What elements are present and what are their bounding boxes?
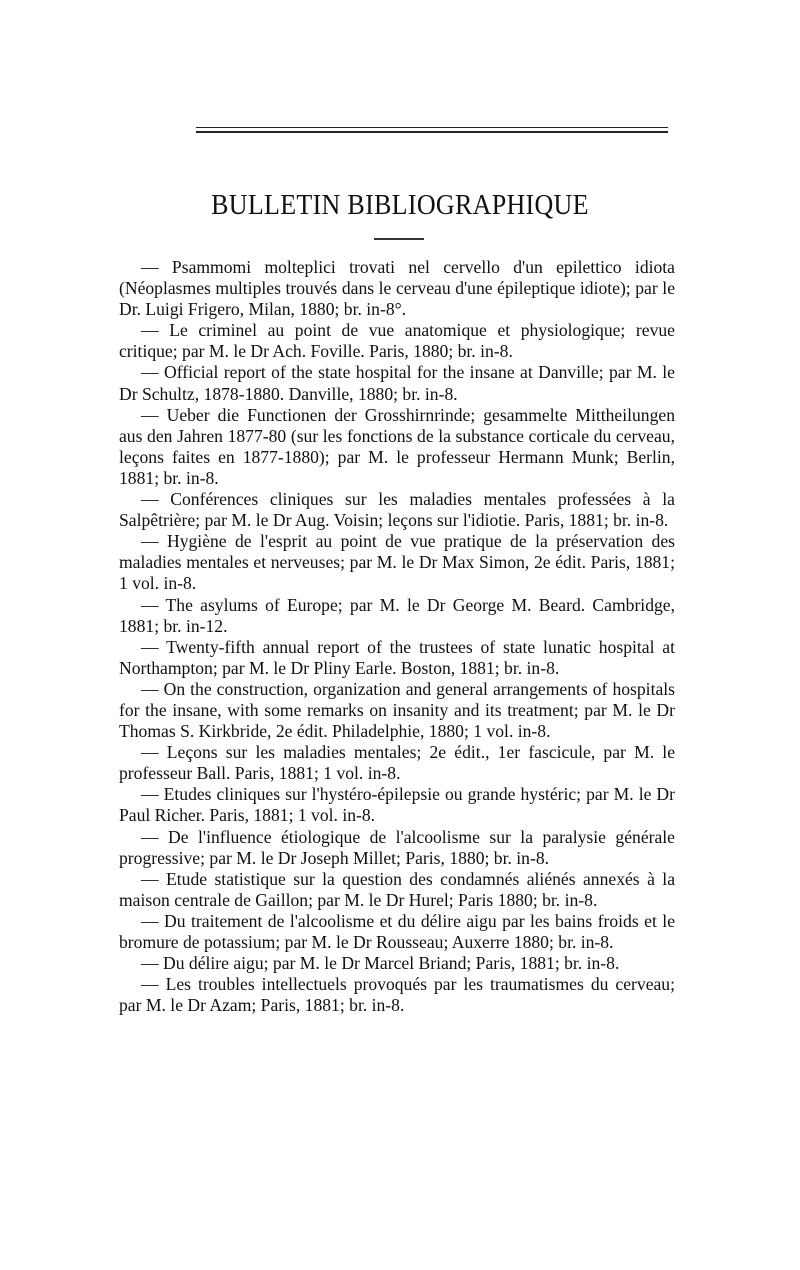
header-rule-thick <box>196 131 668 133</box>
bibliography-entry: — De l'influence étiologique de l'alcoolisme sur la paralysie générale progressive; par M. le Dr Joseph Millet; Paris, 1880; br. in-8. <box>119 826 675 868</box>
bibliography-entry: — On the construction, organization and general arrangements of hospitals for the insane, with some remarks on insanity and its treatment; par M. le Dr Thomas S. Kirkbride, 2e édit. Philadelphie, 1880; 1 vol. in-8. <box>119 678 675 742</box>
bibliography-entry: — Etude statistique sur la question des condamnés aliénés annexés à la maison centrale de Gaillon; par M. le Dr Hurel; Paris 1880; br. in-8. <box>119 868 675 910</box>
bibliography-entry: — Etudes cliniques sur l'hystéro-épilepsie ou grande hystéric; par M. le Dr Paul Richer. Paris, 1881; 1 vol. in-8. <box>119 784 675 826</box>
bibliography-entry: — Leçons sur les maladies mentales; 2e édit., 1er fascicule, par M. le professeur Ball. Paris, 1881; 1 vol. in-8. <box>119 742 675 784</box>
bibliography-entry: — Ueber die Functionen der Grosshirnrinde; gesammelte Mittheilungen aus den Jahren 1877-80 (sur les fonctions de la substance corticale du cerveau, leçons faites en 1877-1880); par M. le professeur Hermann Munk; Berlin, 1881; br. in-8. <box>119 404 675 488</box>
header-rule-thin <box>196 127 668 128</box>
bibliography-entry: — Du délire aigu; par M. le Dr Marcel Briand; Paris, 1881; br. in-8. <box>141 953 620 974</box>
page-title: BULLETIN BIBLIOGRAPHIQUE <box>211 188 589 221</box>
bibliography-entry: — Official report of the state hospital for the insane at Danville; par M. le Dr Schultz, 1878-1880. Danville, 1880; br. in-8. <box>119 362 675 404</box>
bibliography-entry: — Le criminel au point de vue anatomique et physiologique; revue critique; par M. le Dr Ach. Foville. Paris, 1880; br. in-8. <box>119 320 675 362</box>
bibliography-entry: — Conférences cliniques sur les maladies mentales professées à la Salpêtrière; par M. le Dr Aug. Voisin; leçons sur l'idiotie. Paris, 1881; br. in-8. <box>119 489 675 531</box>
bibliography-entry: — Hygiène de l'esprit au point de vue pratique de la préservation des maladies mentales et nerveuses; par M. le Dr Max Simon, 2e édit. Paris, 1881; 1 vol. in-8. <box>119 531 675 594</box>
title-ornament-rule <box>374 238 424 240</box>
bibliography-entry: — The asylums of Europe; par M. le Dr George M. Beard. Cambridge, 1881; br. in-12. <box>119 594 675 636</box>
bibliography-entry: — Psammomi molteplici trovati nel cervello d'un epilettico idiota (Néoplasmes multiples trouvés dans le cerveau d'une épileptique idiote); par le Dr. Luigi Frigero, Milan, 1880; br. in-8°. <box>119 257 675 320</box>
bibliography-list <box>119 257 675 1016</box>
bibliography-entry: — Du traitement de l'alcoolisme et du délire aigu par les bains froids et le bromure de potassium; par M. le Dr Rousseau; Auxerre 1880; br. in-8. <box>119 910 675 952</box>
bibliography-entry: — Twenty-fifth annual report of the trustees of state lunatic hospital at Northampton; par M. le Dr Pliny Earle. Boston, 1881; br. in-8. <box>119 636 675 678</box>
bibliography-entry: — Les troubles intellectuels provoqués par les traumatismes du cerveau; par M. le Dr Azam; Paris, 1881; br. in-8. <box>119 974 675 1016</box>
